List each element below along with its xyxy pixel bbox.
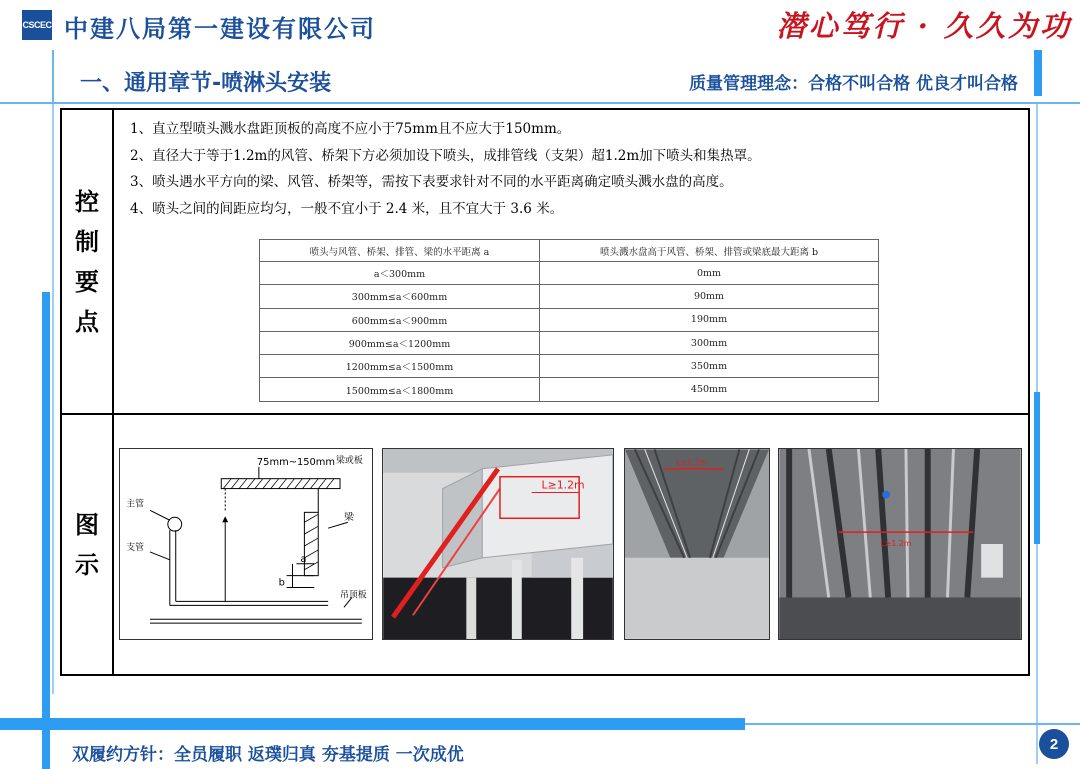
table-row	[260, 262, 879, 285]
table-row	[260, 285, 879, 308]
label-char: 图	[75, 511, 99, 539]
photo-svg	[625, 449, 769, 639]
b-label: b	[278, 577, 285, 589]
table-header-row	[260, 240, 879, 262]
table-cell: 1500mm≤a＜1800mm	[260, 378, 540, 401]
main-pipe-label: 主管	[126, 499, 145, 510]
table-cell: a＜300mm	[260, 262, 540, 285]
table-header: 喷头与风管、桥架、排管、梁的水平距离 a	[260, 240, 540, 262]
duct-sprinkler-photo	[382, 448, 614, 640]
section-title: 一、通用章节-喷淋头安装	[80, 71, 332, 96]
requirement-item: 4、喷头之间的间距应均匀，一般不宜小于 2.4 米，且不宜大于 3.6 米。	[130, 200, 564, 217]
spacing-spec-table	[259, 239, 879, 402]
ceiling-label: 吊顶板	[340, 590, 367, 601]
divider-line	[745, 723, 1080, 725]
control-points-label	[62, 182, 112, 342]
table-row	[260, 331, 879, 354]
branch-pipe-label: 支管	[126, 542, 145, 553]
label-char: 点	[75, 308, 99, 336]
table-cell: 600mm≤a＜900mm	[260, 308, 540, 331]
photo-dimension-label: L≥1.2m	[676, 458, 708, 468]
divider-line	[52, 104, 54, 694]
label-char: 示	[75, 551, 99, 579]
accent-bar	[0, 718, 745, 730]
table-cell: 900mm≤a＜1200mm	[260, 331, 540, 354]
beam-label: 梁	[343, 512, 354, 524]
slogan: 潜心笃行 · 久久为功	[776, 9, 1072, 43]
accent-bar	[1034, 50, 1042, 96]
table-header: 喷头溅水盘高于风管、桥架、排管或梁底最大距离 b	[540, 240, 879, 262]
photo-svg	[383, 449, 613, 639]
accent-bar	[1034, 392, 1040, 544]
table-row	[260, 308, 879, 331]
sprinkler-section-diagram	[119, 448, 373, 640]
footer-policy: 双履约方针：全员履职 返璞归真 夯基提质 一次成优	[72, 745, 464, 765]
table-cell: 300mm≤a＜600mm	[260, 285, 540, 308]
dimension-label: 75mm~150mm	[256, 456, 336, 468]
table-row	[260, 378, 879, 401]
company-name: 中建八局第一建设有限公司	[64, 15, 376, 43]
table-cell: 90mm	[540, 285, 879, 308]
photo-dimension-label: L≥1.2m	[541, 478, 585, 492]
table-cell: 450mm	[540, 378, 879, 401]
divider-line	[0, 102, 1080, 104]
label-char: 要	[75, 268, 99, 296]
a-label: a	[300, 553, 307, 565]
beam-or-slab-label: 梁或板	[336, 455, 363, 466]
photo-svg	[779, 449, 1021, 639]
content-frame	[60, 108, 1030, 676]
illustration-label	[62, 505, 112, 585]
row-divider	[62, 413, 1028, 415]
page-number-badge: 2	[1039, 729, 1069, 759]
requirement-item: 2、直径大于等于1.2m的风管、桥架下方必须加设下喷头，成排管线（支架）超1.2m加下喷头和集热罩。	[130, 147, 761, 164]
cable-tray-photo	[624, 448, 770, 640]
requirements-list	[130, 116, 761, 222]
quality-philosophy: 质量管理理念：合格不叫合格 优良才叫合格	[689, 74, 1018, 94]
table-cell: 1200mm≤a＜1500mm	[260, 355, 540, 378]
table-cell: 350mm	[540, 355, 879, 378]
diagram-svg	[120, 449, 372, 639]
table-cell: 300mm	[540, 331, 879, 354]
table-row	[260, 355, 879, 378]
divider-line	[52, 50, 54, 102]
photo-dimension-label: L≥1.2m	[880, 538, 912, 548]
column-divider	[112, 110, 114, 674]
table-cell: 0mm	[540, 262, 879, 285]
label-char: 制	[75, 228, 99, 256]
accent-bar	[42, 292, 50, 769]
label-char: 控	[75, 188, 99, 216]
requirement-item: 3、喷头遇水平方向的梁、风管、桥架等，需按下表要求针对不同的水平距离确定喷头溅水盘的高度。	[130, 174, 733, 190]
requirement-item: 1、直立型喷头溅水盘距顶板的高度不应小于75mm且不应大于150mm。	[130, 121, 571, 137]
table-cell: 190mm	[540, 308, 879, 331]
company-logo: CSCEC	[22, 10, 52, 40]
pipe-rack-photo	[778, 448, 1022, 640]
